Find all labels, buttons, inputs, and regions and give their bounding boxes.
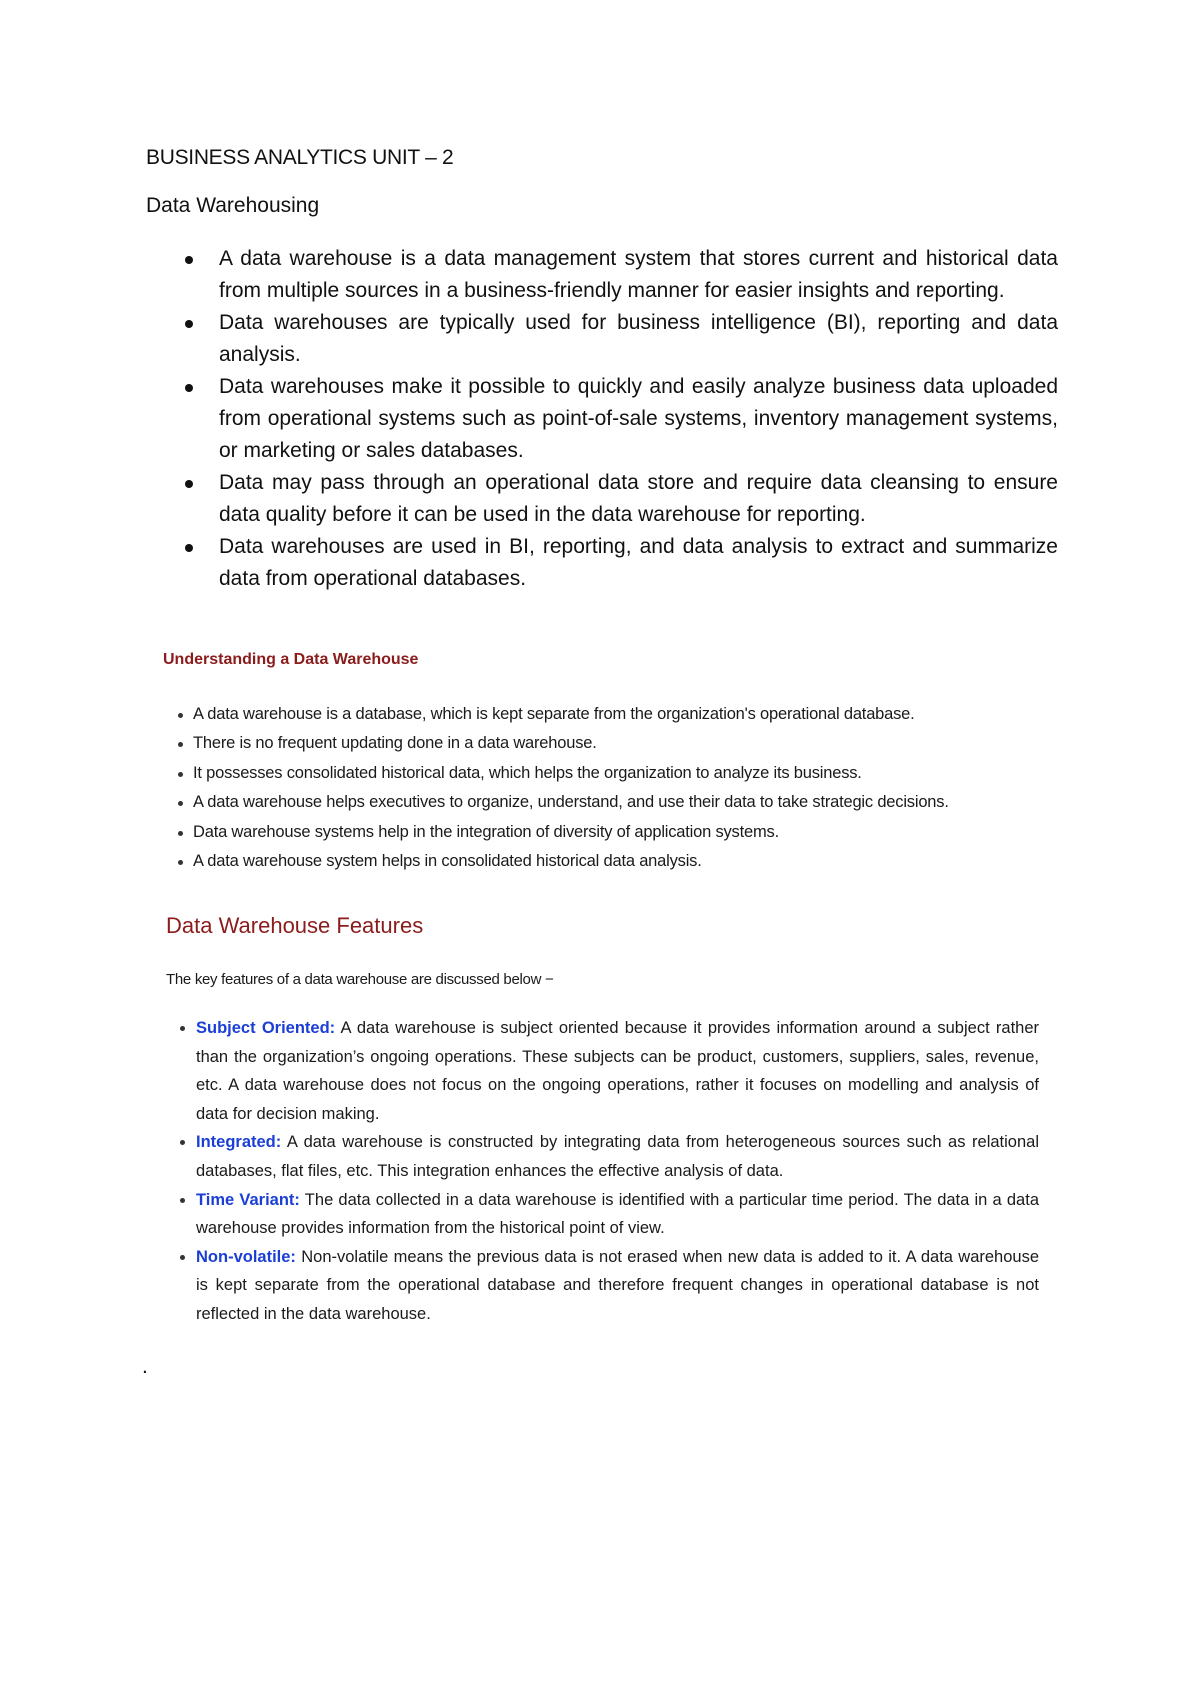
features-intro: The key features of a data warehouse are discussed below − [166, 971, 554, 988]
list-item [146, 531, 1058, 595]
list-item [163, 788, 1063, 817]
list-item-text: A data warehouse system helps in consolidated historical data analysis. [193, 852, 702, 871]
data-warehousing-list [146, 243, 1058, 595]
list-item-text: Data warehouses are used in BI, reporting, and data analysis to extract and summarize data from operational databases. [219, 535, 1058, 590]
bullet-icon [180, 1140, 185, 1145]
list-item [146, 371, 1058, 467]
list-item-text: A data warehouse helps executives to organize, understand, and use their data to take strategic decisions. [193, 793, 949, 812]
list-item [166, 1014, 1039, 1128]
understanding-list [163, 700, 1063, 876]
feature-term: Integrated: [196, 1133, 282, 1152]
feature-term: Time Variant: [196, 1190, 300, 1209]
document-title: BUSINESS ANALYTICS UNIT – 2 [146, 146, 454, 169]
list-item-text: Data warehouse systems help in the integration of diversity of application systems. [193, 822, 779, 841]
trailing-mark: . [142, 1355, 148, 1378]
section-heading-data-warehousing: Data Warehousing [146, 194, 320, 217]
section-heading-features: Data Warehouse Features [166, 913, 424, 938]
list-item [163, 847, 1063, 876]
bullet-icon [178, 801, 183, 806]
bullet-icon [185, 384, 193, 392]
list-item-text: It possesses consolidated historical data, which helps the organization to analyze its business. [193, 763, 862, 782]
bullet-icon [180, 1026, 185, 1031]
list-item [146, 243, 1058, 307]
bullet-icon [185, 256, 193, 264]
list-item-text: There is no frequent updating done in a data warehouse. [193, 734, 597, 753]
list-item [146, 307, 1058, 371]
list-item [166, 1186, 1039, 1243]
bullet-icon [178, 831, 183, 836]
feature-term: Subject Oriented: [196, 1019, 336, 1037]
list-item-text: A data warehouse is a database, which is kept separate from the organization's operational database. [193, 705, 915, 723]
feature-description: A data warehouse is subject oriented because it provides information around a subject rather than the organization’s ongoing operations. These subjects can be product, customers, suppliers, sales, revenue, etc. A data warehouse does not focus on the ongoing operations, rather it focuses on modelling and analysis of data for decision making. [196, 1019, 1039, 1123]
feature-description: The data collected in a data warehouse is identified with a particular time period. The data in a data warehouse provides information from the historical point of view. [196, 1190, 1039, 1238]
list-item [166, 1243, 1039, 1329]
features-list [166, 1014, 1039, 1329]
bullet-icon [185, 544, 193, 552]
bullet-icon [180, 1255, 185, 1260]
list-item-text: A data warehouse is a data management system that stores current and historical data from multiple sources in a business-friendly manner for easier insights and reporting. [219, 247, 1058, 302]
list-item [146, 467, 1058, 531]
list-item [163, 729, 1063, 758]
list-item [163, 759, 1063, 788]
list-item [166, 1128, 1039, 1185]
list-item [163, 818, 1063, 847]
bullet-icon [185, 320, 193, 328]
bullet-icon [178, 742, 183, 747]
bullet-icon [180, 1198, 185, 1203]
feature-term: Non-volatile: [196, 1247, 296, 1266]
list-item [163, 700, 1063, 729]
list-item-text: Data may pass through an operational data store and require data cleansing to ensure data quality before it can be used in the data warehouse for reporting. [219, 471, 1058, 526]
list-item-text: Data warehouses make it possible to quickly and easily analyze business data uploaded from operational systems such as point-of-sale systems, inventory management systems, or marketing or sales databases. [219, 375, 1058, 462]
bullet-icon [178, 860, 183, 865]
list-item-text: Data warehouses are typically used for business intelligence (BI), reporting and data analysis. [219, 311, 1058, 366]
bullet-icon [185, 480, 193, 488]
section-heading-understanding: Understanding a Data Warehouse [163, 651, 419, 668]
feature-description: Non-volatile means the previous data is not erased when new data is added to it. A data warehouse is kept separate from the operational database and therefore frequent changes in operational database is not reflected in the data warehouse. [196, 1247, 1039, 1323]
bullet-icon [178, 713, 183, 718]
feature-description: A data warehouse is constructed by integrating data from heterogeneous sources such as relational databases, flat files, etc. This integration enhances the effective analysis of data. [196, 1133, 1039, 1180]
bullet-icon [178, 772, 183, 777]
